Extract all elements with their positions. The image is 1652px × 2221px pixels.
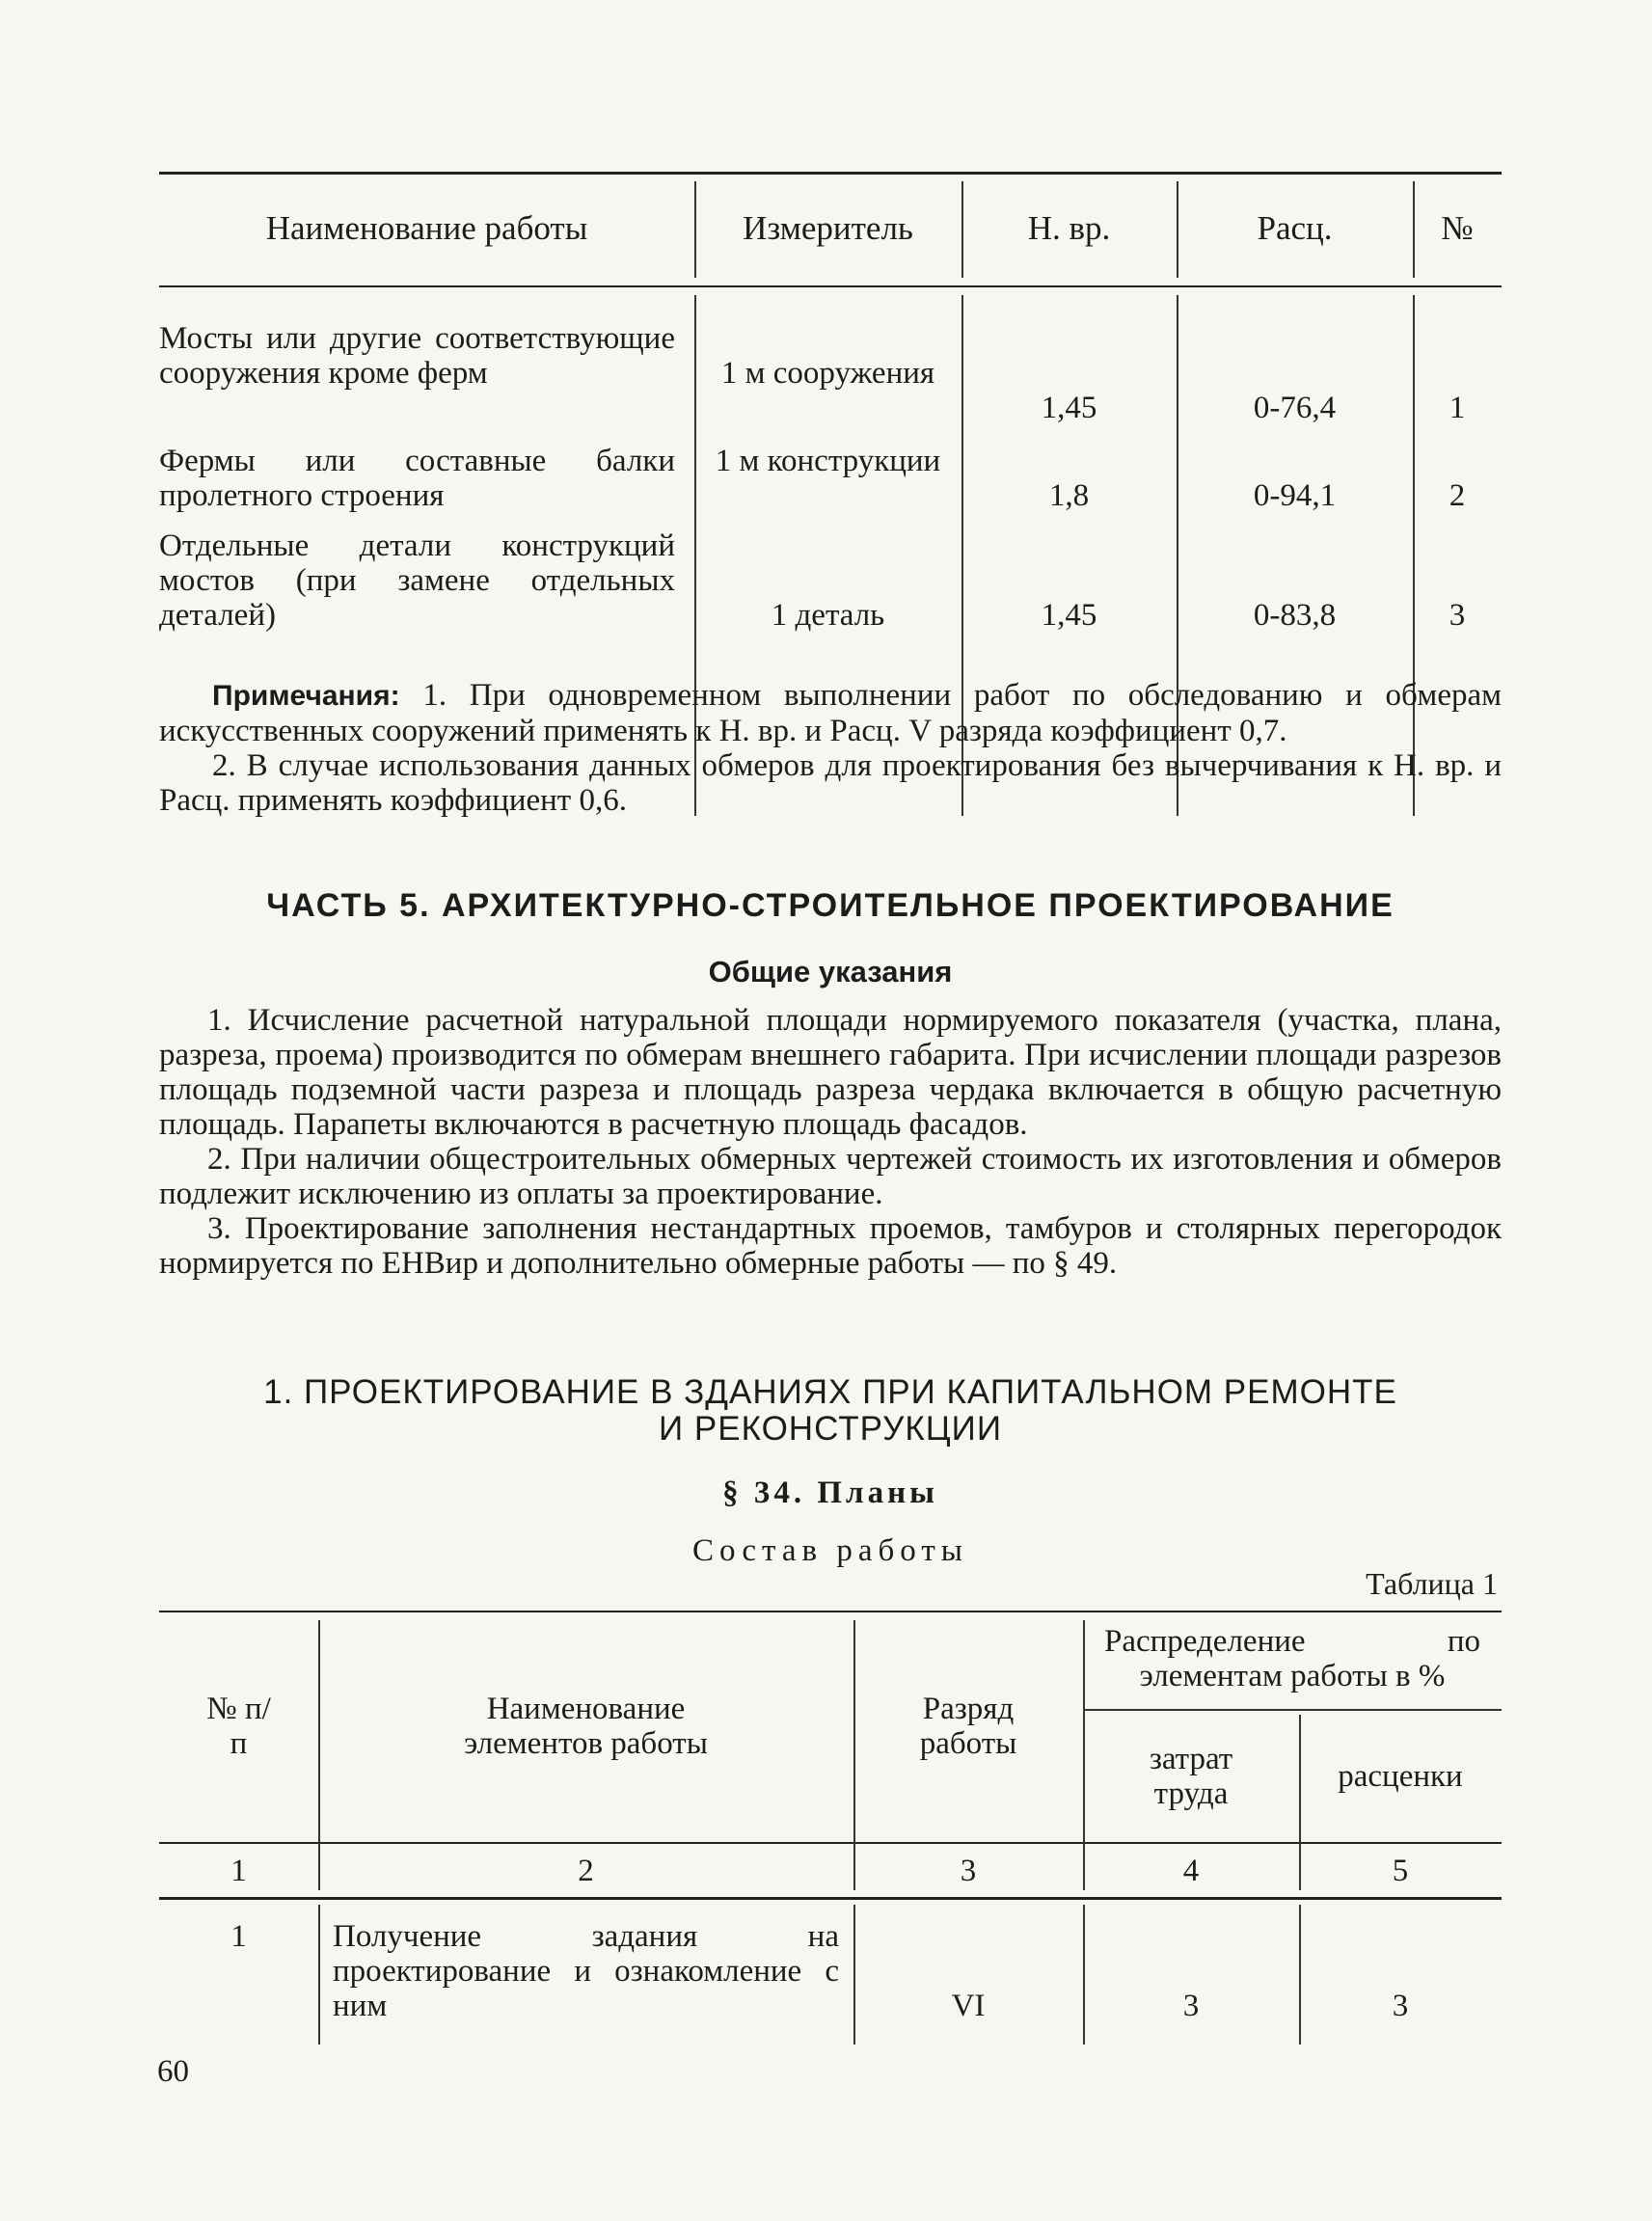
column-number-4: 4 bbox=[1182, 1853, 1200, 1888]
note-1: 1. При одновременном выполнении работ по обследованию и обмерам искусственных сооружений применять к Н. вр. и Расц. V разряда коэффициент 0,7. bbox=[159, 678, 1502, 748]
notes-block bbox=[159, 678, 1502, 818]
row-rates: 3 bbox=[1392, 1989, 1409, 2023]
page-number: 60 bbox=[157, 2054, 189, 2089]
header-element-name: Наименование элементов работы bbox=[464, 1692, 708, 1761]
instruction-2: 2. При наличии общестроительных обмерных чертежей стоимость их изготовления и обмеров подлежит исключению из оплаты за проектирование. bbox=[159, 1142, 1502, 1211]
row-number: 1 bbox=[230, 1919, 247, 1954]
column-number-3: 3 bbox=[960, 1853, 977, 1888]
header-row-number: № п/п bbox=[206, 1692, 271, 1761]
column-number-1: 1 bbox=[230, 1853, 247, 1888]
row-measure: 1 м конструкции bbox=[715, 444, 941, 478]
row-measure: 1 деталь bbox=[771, 598, 885, 633]
column-number-5: 5 bbox=[1392, 1853, 1409, 1888]
header-rate: Расц. bbox=[1257, 209, 1333, 247]
header-grade: Разряд работы bbox=[919, 1692, 1017, 1761]
instruction-3: 3. Проектирование заполнения нестандартных проемов, тамбуров и столярных перегородок нормируется по ЕНВир и дополнительно обмерные работы — по § 49. bbox=[159, 1211, 1502, 1281]
row-number: 3 bbox=[1449, 598, 1466, 633]
row-work-name: Фермы или составные балки пролетного строения bbox=[159, 444, 675, 513]
column-number-2: 2 bbox=[578, 1853, 594, 1888]
notes-label: Примечания: bbox=[212, 680, 400, 712]
table-header-rule bbox=[159, 285, 1502, 287]
header-work-name: Наименование работы bbox=[265, 209, 588, 247]
section-title-line-2: И РЕКОНСТРУКЦИИ bbox=[659, 1410, 1002, 1448]
row-grade: VI bbox=[951, 1989, 986, 2023]
table-label: Таблица 1 bbox=[1366, 1566, 1498, 1601]
row-work-name: Отдельные детали конструкций мостов (при замене отдельных деталей) bbox=[159, 528, 675, 633]
section-title-line-1: 1. ПРОЕКТИРОВАНИЕ В ЗДАНИЯХ ПРИ КАПИТАЛЬНОМ РЕМОНТЕ bbox=[263, 1373, 1397, 1411]
work-composition-table bbox=[159, 1611, 1502, 2045]
general-instructions-title: Общие указания bbox=[708, 955, 953, 989]
row-measure: 1 м сооружения bbox=[720, 356, 935, 391]
paragraph-title: § 34. Планы bbox=[722, 1476, 938, 1510]
header-distribution: Распределение по элементам работы в % bbox=[1104, 1624, 1480, 1693]
row-time-norm: 1,8 bbox=[1048, 478, 1090, 513]
row-number: 2 bbox=[1449, 478, 1466, 513]
row-rate: 0-94,1 bbox=[1253, 478, 1337, 513]
general-instructions bbox=[159, 1003, 1502, 1281]
instruction-1: 1. Исчисление расчетной натуральной площади нормируемого показателя (участка, плана, разреза, проема) производится по обмерам внешнего габарита. При исчислении площади разрезов площадь подземной части разреза и площадь разреза чердака включается в общую расчетную площадь. Парапеты включаются в расчетную площадь фасадов. bbox=[159, 1003, 1502, 1142]
row-number: 1 bbox=[1449, 391, 1466, 425]
header-number: № bbox=[1441, 209, 1474, 247]
row-time-norm: 1,45 bbox=[1041, 391, 1097, 425]
row-work-name: Мосты или другие соответствующие сооружения кроме ферм bbox=[159, 321, 675, 391]
header-labor: затрат труда bbox=[1149, 1742, 1233, 1811]
row-rate: 0-76,4 bbox=[1253, 391, 1337, 425]
section-title bbox=[159, 1374, 1502, 1448]
row-rate: 0-83,8 bbox=[1253, 598, 1337, 633]
composition-title: Состав работы bbox=[692, 1533, 968, 1568]
part-title: ЧАСТЬ 5. АРХИТЕКТУРНО-СТРОИТЕЛЬНОЕ ПРОЕКТИРОВАНИЕ bbox=[266, 887, 1395, 924]
table-row bbox=[159, 444, 1502, 521]
row-time-norm: 1,45 bbox=[1041, 598, 1097, 633]
note-2: 2. В случае использования данных обмеров для проектирования без вычерчивания к Н. вр. и Расц. применять коэффициент 0,6. bbox=[159, 748, 1502, 818]
table-row bbox=[159, 528, 1502, 635]
table-row bbox=[159, 321, 1502, 427]
row-labor: 3 bbox=[1182, 1989, 1200, 2023]
header-time-norm: Н. вр. bbox=[1027, 209, 1111, 247]
header-measure: Измеритель bbox=[743, 209, 913, 247]
header-rates: расценки bbox=[1338, 1759, 1463, 1794]
row-element-name: Получение задания на проектирование и ознакомление с ним bbox=[333, 1919, 839, 2023]
